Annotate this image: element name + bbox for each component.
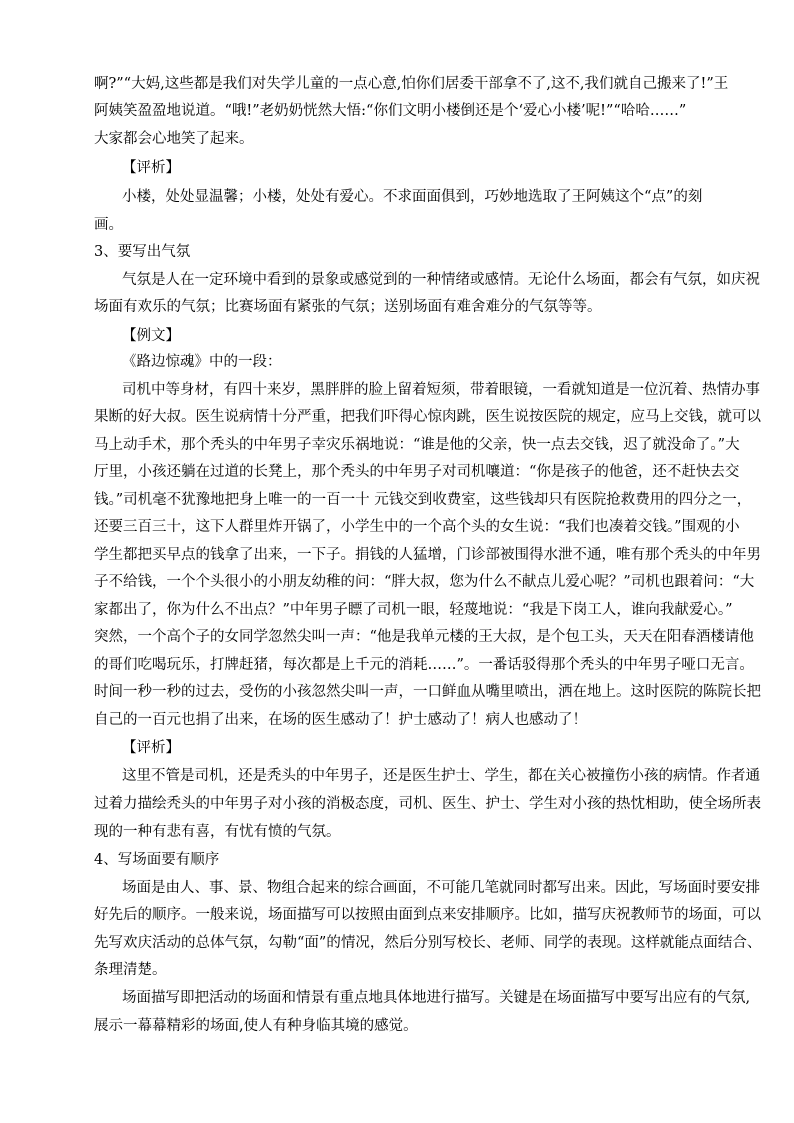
text-line: 大家都会心地笑了起来。 [94, 131, 254, 147]
example-label: 【例文】 [122, 328, 180, 344]
text-line: 时间一秒一秒的过去，受伤的小孩忽然尖叫一声，一口鲜血从嘴里喷出，洒在地上。这时医院的陈院长把 [94, 684, 761, 700]
text-line: 场面有欢乐的气氛；比赛场面有紧张的气氛；送别场面有难舍难分的气氛等等。 [94, 299, 602, 315]
section-heading: 4、写场面要有顺序 [94, 852, 220, 868]
section-heading: 3、要写出气氛 [94, 244, 191, 260]
text-line: 过着力描绘秃头的中年男子对小孩的消极态度，司机、医生、护士、学生对小孩的热忱相助，使全场所表 [94, 796, 761, 812]
text-line: 场面描写即把活动的场面和情景有重点地具体地进行描写。关键是在场面描写中要写出应有的气氛, [122, 990, 751, 1006]
text-line: 自己的一百元也捐了出来，在场的医生感动了！护士感动了！病人也感动了！ [94, 712, 587, 728]
text-line: 钱。”司机毫不犹豫地把身上唯一的一百一十 元钱交到收费室，这些钱却只有医院抢救费用的四分之一， [94, 492, 752, 508]
text-line: 阿姨笑盈盈地说道。“哦!”老奶奶恍然大悟:“你们文明小楼倒还是个‘爱心小楼’呢!”“哈哈……” [94, 103, 687, 119]
text-line: 展示一幕幕精彩的场面,使人有种身临其境的感觉。 [94, 1018, 418, 1034]
comment-label: 【评析】 [122, 740, 180, 756]
comment-label: 【评析】 [122, 160, 180, 176]
text-line: 司机中等身材，有四十来岁，黑胖胖的脸上留着短须，带着眼镜，一看就知道是一位沉着、热情办事 [122, 382, 760, 398]
text-line: 气氛是人在一定环境中看到的景象或感觉到的一种情绪或感情。无论什么场面，都会有气氛，如庆祝 [122, 272, 760, 288]
text-line: 家都出了，你为什么不出点？”中年男子瞟了司机一眼，轻蔑地说：“我是下岗工人，谁向我献爱心。” [94, 602, 733, 618]
text-line: 子不给钱，一个个头很小的小朋友幼稚的问：“胖大叔，您为什么不献点儿爱心呢？”司机也跟着问：“大 [94, 574, 755, 590]
example-source: 《路边惊魂》中的一段： [122, 354, 282, 370]
text-line: 场面是由人、事、景、物组合起来的综合画面，不可能几笔就同时都写出来。因此，写场面时要安排 [122, 880, 760, 896]
text-line: 好先后的顺序。一般来说，场面描写可以按照由面到点来安排顺序。比如，描写庆祝教师节的场面，可以 [94, 907, 761, 923]
text-line: 啊?”“大妈,这些都是我们对失学儿童的一点心意,怕你们居委干部拿不了,这不,我们就自己搬来了!”王 [94, 76, 729, 92]
text-line: 突然，一个高个子的女同学忽然尖叫一声：“他是我单元楼的王大叔，是个包工头，天天在阳春酒楼请他 [94, 629, 754, 645]
text-line: 厅里，小孩还躺在过道的长凳上，那个秃头的中年男子对司机嚷道：“你是孩子的他爸，还不赶快去交 [94, 464, 740, 480]
text-line: 的哥们吃喝玩乐，打牌赶猪，每次都是上千元的消耗……”。一番话驳得那个秃头的中年男子哑口无言。 [94, 657, 754, 673]
text-line: 条理清楚。 [94, 962, 167, 978]
text-line: 马上动手术，那个秃头的中年男子幸灾乐祸地说：“谁是他的父亲，快一点去交钱，迟了就没命了。”大 [94, 437, 740, 453]
text-line: 这里不管是司机，还是秃头的中年男子，还是医生护士、学生，都在关心被撞伤小孩的病情。作者通 [122, 768, 760, 784]
text-line: 现的一种有悲有喜，有忧有愤的气氛。 [94, 824, 341, 840]
text-line: 先写欢庆活动的总体气氛，勾勒“面”的情况，然后分别写校长、老师、同学的表现。这样就能点面结合、 [94, 935, 762, 951]
text-line: 小楼，处处显温馨；小楼，处处有爱心。不求面面俱到，巧妙地选取了王阿姨这个“点”的刻 [122, 189, 703, 205]
text-line: 还要三百三十，这下人群里炸开锅了，小学生中的一个高个头的女生说：“我们也凑着交钱。”围观的小 [94, 519, 740, 535]
text-line: 画。 [94, 217, 123, 233]
text-line: 学生都把买早点的钱拿了出来，一下子。捐钱的人猛增，门诊部被围得水泄不通，唯有那个秃头的中年男 [94, 547, 761, 563]
text-line: 果断的好大叔。医生说病情十分严重，把我们吓得心惊肉跳，医生说按医院的规定，应马上交钱，就可以 [94, 409, 761, 425]
